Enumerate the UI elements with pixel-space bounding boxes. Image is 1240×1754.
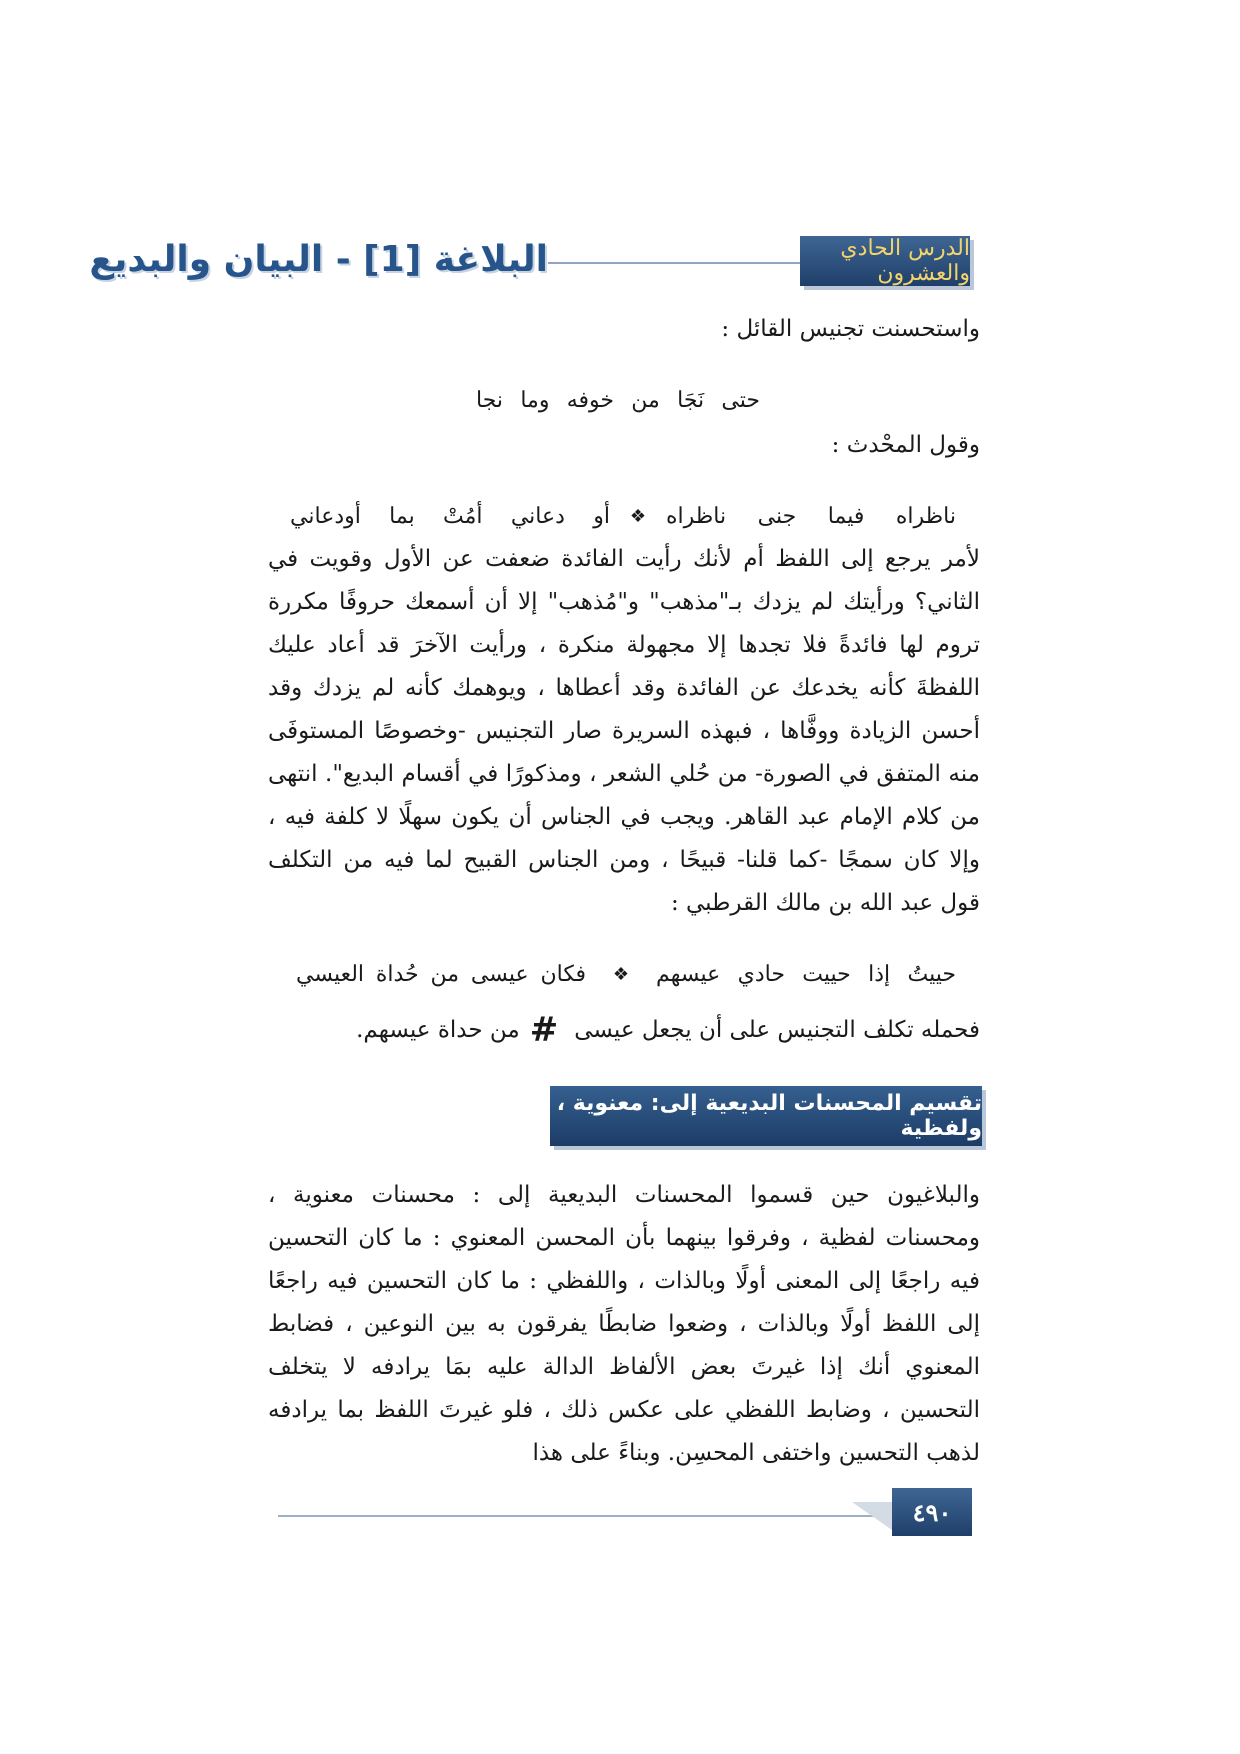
page-number-box <box>892 1488 972 1536</box>
verse-word: من <box>631 387 660 413</box>
verse-2-second-hemistich <box>290 504 610 529</box>
verse-word: بما <box>389 503 415 529</box>
verse-word: أودعاني <box>290 503 361 529</box>
verse-word: وما <box>520 387 550 413</box>
closing-line-right: فحمله تكلف التجنيس على أن يجعل عيسى <box>574 1017 980 1043</box>
verse-2 <box>290 496 956 536</box>
verse-word: فيما <box>827 503 865 529</box>
verse-word: ناظراه <box>666 503 727 529</box>
footer-divider <box>278 1515 890 1517</box>
lesson-label: الدرس الحادي والعشرون <box>840 236 970 286</box>
body-paragraph-2: والبلاغيون حين قسموا المحسنات البديعية إلى : محسنات معنوية ، ومحسنات لفظية ، وفرقوا بينهما بأن المحسن المعنوي : ما كان التحسين فيه راجعًا إلى المعنى أولًا وبالذات ، واللفظي : ما كان التحسين فيه راجعًا إلى اللفظ أولًا وبالذات ، وضعوا ضابطًا يفرقون به بين النوعين ، فضابط المعنوي أنك إذا غيرتَ بعض الألفاظ الدالة عليه بمَا يرادفه لا يتخلف التحسين ، وضابط اللفظي على عكس ذلك ، فلو غيرتَ اللفظ بما يرادفه لذهب التحسين واختفى المحسِن. وبناءً على هذا <box>268 1182 980 1466</box>
closing-line <box>356 1010 980 1050</box>
hash-mark-icon: # <box>529 1010 559 1050</box>
closing-line-left: من حداة عيسهم. <box>356 1017 520 1043</box>
verse-word: أو <box>593 503 610 529</box>
footer-decoration <box>852 1502 892 1530</box>
verse-3-first-hemistich <box>656 962 956 987</box>
verse-word: عيسى <box>470 961 529 987</box>
verse-word: خوفه <box>566 387 615 413</box>
verse-word: حُداة <box>375 961 419 987</box>
body-paragraph-1: لأمر يرجع إلى اللفظ أم لأنك رأيت الفائدة ضعفت عن الأول وقويت في الثاني؟ ورأيتك لم يزدك بـ"مذهب" و"مُذهب" إلا أن أسمعك حروفًا مكررة تروم لها فائدةً فلا تجدها إلا مجهولة منكرة ، ورأيت الآخرَ قد أعاد عليك اللفظةَ كأنه يخدعك عن الفائدة وقد أعطاها ، ويوهمك كأنه لم يزدك وقد أحسن الزيادة ووفَّاها ، فبهذه السريرة صار التجنيس -وخصوصًا المستوفَى منه المتفق في الصورة- من حُلي الشعر ، ومذكورًا في أقسام البديع". انتهى من كلام الإمام عبد القاهر. ويجب في الجناس أن يكون سهلًا لا كلفة فيه ، وإلا كان سمجًا -كما قلنا- قبيحًا ، ومن الجناس القبيح لما فيه من التكلف قول عبد الله بن مالك القرطبي : <box>268 546 980 916</box>
section-heading-box <box>550 1086 982 1146</box>
lesson-label-box <box>800 236 970 286</box>
verse-separator-icon: ❖ <box>612 963 630 985</box>
verse-word: دعاني <box>510 503 565 529</box>
verse-word: العيسي <box>296 961 365 987</box>
verse-separator-icon: ❖ <box>629 505 647 527</box>
verse-word: ناظراه <box>895 503 956 529</box>
verse-word: حادي <box>737 961 785 987</box>
verse-3-second-hemistich <box>296 962 586 987</box>
header-divider <box>548 262 800 264</box>
verse-word: حييت <box>802 961 851 987</box>
verse-2-first-hemistich <box>666 504 956 529</box>
verse-word: فكان <box>540 961 586 987</box>
verse-3 <box>290 954 956 994</box>
book-title: البلاغة [1] - البيان والبديع <box>89 239 548 280</box>
verse-word: نجا <box>476 387 504 413</box>
verse-1 <box>476 380 760 420</box>
page-number: ٤٩٠ <box>912 1497 952 1527</box>
intro-line-1: واستحسنت تجنيس القائل : <box>721 316 980 342</box>
intro-line-2: وقول المحْدث : <box>831 432 980 458</box>
verse-word: حييتُ <box>907 961 956 987</box>
verse-word: نَجَا <box>677 387 705 413</box>
verse-word: عيسهم <box>656 961 721 987</box>
verse-word: من <box>430 961 460 987</box>
section-heading: تقسيم المحسنات البديعية إلى: معنوية ، ولفظية <box>556 1091 982 1141</box>
verse-word: حتى <box>721 387 760 413</box>
verse-word: إذا <box>868 961 891 987</box>
verse-word: جنى <box>757 503 797 529</box>
verse-word: أمُتْ <box>443 503 483 529</box>
